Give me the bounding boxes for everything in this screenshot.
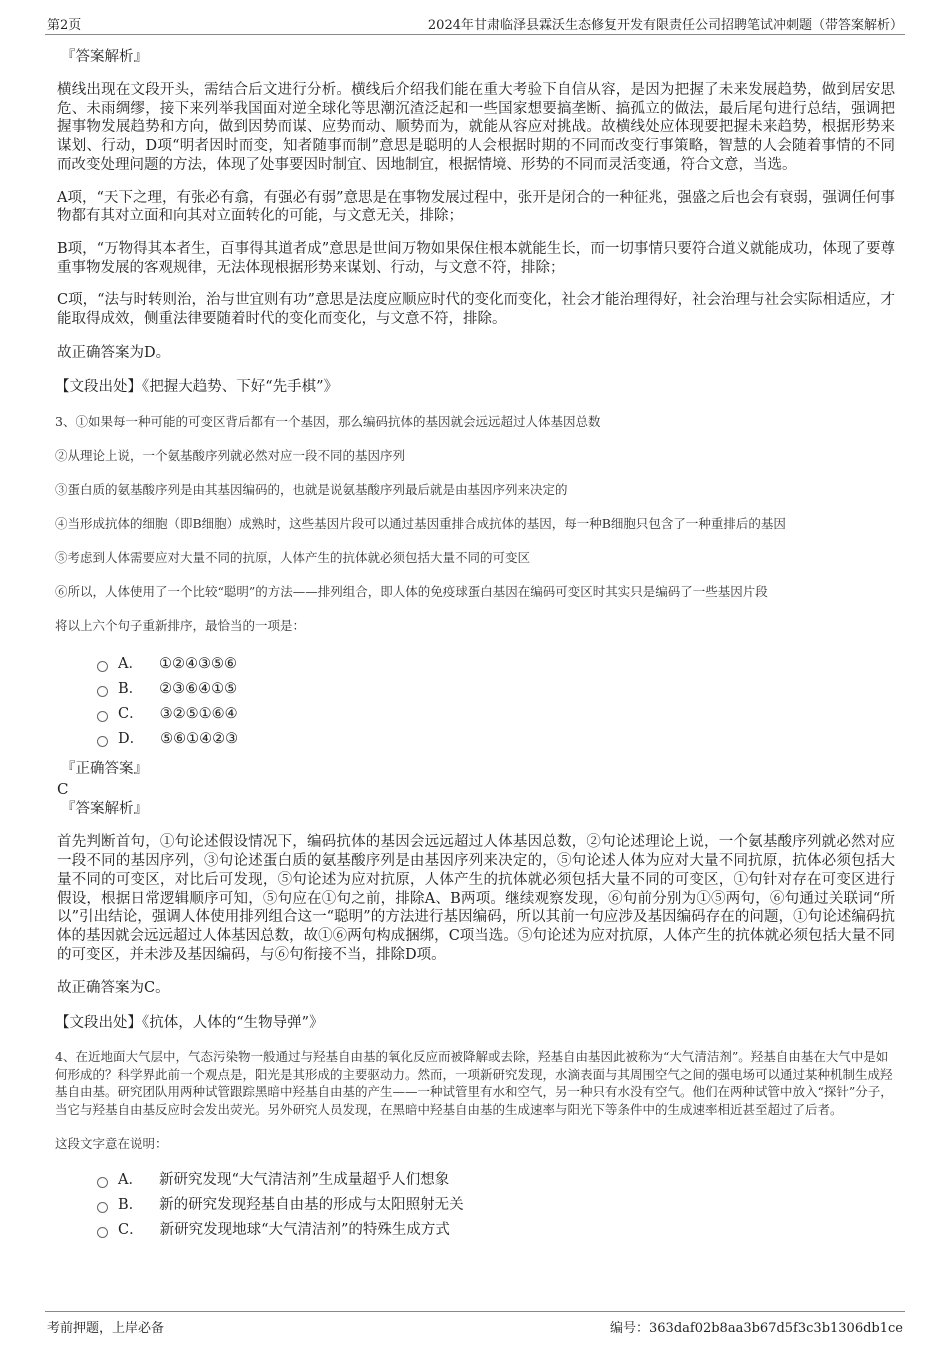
q3-options (97, 652, 895, 752)
document-title: 2024年甘肃临泽县霖沃生态修复开发有限责任公司招聘笔试冲刺题（带答案解析） (427, 18, 903, 33)
option-letter: C． (118, 706, 144, 723)
option-text: 新的研究发现羟基自由基的形成与太阳照射无关 (159, 1197, 464, 1214)
q4-passage: 4、在近地面大气层中，气态污染物一般通过与羟基自由基的氧化反应而被降解或去除，羟基自由基因此被称为“大气清洁剂”。羟基自由基在大气中是如何形成的？科学界此前一个观点是，阳光是其形成的主要驱动力。然而，一项新研究发现，水滴表面与其周围空气之间的强电场可以通过某种机制生成羟基自由基。研究团队用两种试管跟踪黑暗中羟基自由基的产生——一种试管里有水和空气，另一种只有水没有空气。他们在两种试管中放入“探针”分子，当它与羟基自由基反应时会发出荧光。另外研究人员发现，在黑暗中羟基自由基的生成速率与阳光下等条件中的生成速率相近甚至超过了后者。 (55, 1049, 893, 1117)
q4-option-b[interactable] (97, 1193, 895, 1218)
option-letter: C． (118, 1222, 144, 1239)
option-letter: B． (118, 681, 144, 698)
radio-icon[interactable] (97, 736, 108, 747)
document-code: 编号：363daf02b8aa3b67d5f3c3b1306db1ce (610, 1321, 903, 1336)
q3-option-b[interactable] (97, 677, 895, 702)
q3-option-a[interactable] (97, 652, 895, 677)
radio-icon[interactable] (97, 1202, 108, 1213)
option-letter: D． (118, 731, 145, 748)
footer-motto: 考前押题，上岸必备 (47, 1321, 165, 1336)
option-text: ②③⑥④①⑤ (159, 681, 238, 698)
q2-analysis-paragraph: A项，“天下之理，有张必有翕，有强必有弱”意思是在事物发展过程中，张开是闭合的一种征兆，强盛之后也会有衰弱，强调任何事物都有其对立面和向其对立面转化的可能，与文意无关，排除； (57, 189, 895, 225)
q4-option-c[interactable] (97, 1218, 895, 1243)
page-content (55, 40, 895, 1243)
page-footer (45, 1311, 905, 1336)
option-letter: A． (118, 656, 143, 673)
q3-option-c[interactable] (97, 702, 895, 727)
option-text: 新研究发现“大气清洁剂”生成量超乎人们想象 (158, 1172, 450, 1189)
q2-analysis-paragraph: C项，“法与时转则治，治与世宜则有功”意思是法度应顺应时代的变化而变化，社会才能治理得好，社会治理与社会实际相适应，才能取得成效，侧重法律要随着时代的变化而变化，与文意不符，排除。 (57, 292, 895, 328)
option-text: ③②⑤①⑥④ (159, 706, 238, 723)
q4-prompt: 这段文字意在说明： (55, 1136, 168, 1152)
q3-sentence: ③蛋白质的氨基酸序列是由其基因编码的，也就是说氨基酸序列最后就是由基因序列来决定的 (55, 482, 568, 498)
q4-options (97, 1168, 895, 1243)
q4-option-a[interactable] (97, 1168, 895, 1193)
q2-analysis-paragraph: 横线出现在文段开头，需结合后文进行分析。横线后介绍我们能在重大考验下自信从容，是因为把握了未来发展趋势，做到居安思危、未雨绸缪，接下来列举我国面对逆全球化等思潮沉渣泛起和一些国家想要搞垄断、搞孤立的做法，最后尾句进行总结，强调把握事物发展趋势和方向，做到因势而谋、应势而动、顺势而为，就能从容应对挑战。故横线处应体现要把握未来趋势，根据形势来谋划、行动，D项“明者因时而变，知者随事而制”意思是聪明的人会根据时期的不同而改变行事策略，智慧的人会随着事情的不同而改变处理问题的方法，体现了处事要因时制宜、因地制宜，根据情境、形势的不同而灵活变通，符合文意，当选。 (57, 82, 895, 173)
radio-icon[interactable] (97, 1227, 108, 1238)
q2-conclusion: 故正确答案为D。 (57, 344, 171, 361)
option-text: ⑤⑥①④②③ (160, 731, 239, 748)
option-text: ①②④③⑤⑥ (158, 656, 237, 673)
radio-icon[interactable] (97, 1177, 108, 1188)
q3-analysis-paragraph: 首先判断首句，①句论述假设情况下，编码抗体的基因会远远超过人体基因总数，②句论述理论上说，一个氨基酸序列就必然对应一段不同的基因序列，③句论述蛋白质的氨基酸序列是由基因序列来决定的，⑤句论述人体为应对大量不同抗原，抗体必须包括大量不同的可变区，对比后可发现，⑤句论述为应对抗原，人体产生的抗体就必须包括大量不同的可变区，①句针对存在可变区进行假设，根据日常逻辑顺序可知，⑤句应在①句之前，排除A、B两项。继续观察发现，⑥句前分别为①⑤两句，⑥句通过关联词“所以”引出结论，强调人体使用排列组合这一“聪明”的方法进行基因编码，所以其前一句应涉及基因编码存在的问题，①句论述编码抗体的基因就会远远超过人体基因总数，故①⑥两句构成捆绑，C项当选。⑤句论述为应对抗原，人体产生的抗体就必须包括大量不同的可变区，并未涉及基因编码，与⑥句衔接不当，排除D项。 (57, 834, 895, 963)
q3-option-d[interactable] (97, 727, 895, 752)
q3-sentence: ⑥所以，人体使用了一个比较“聪明”的方法——排列组合，即人体的免疫球蛋白基因在编码可变区时其实只是编码了一些基因片段 (55, 584, 768, 600)
page-number: 第2页 (47, 18, 82, 33)
radio-icon[interactable] (97, 686, 108, 697)
q3-sentence: ⑤考虑到人体需要应对大量不同的抗原，人体产生的抗体就必须包括大量不同的可变区 (55, 550, 531, 566)
q3-analysis-label: 『答案解析』 (61, 801, 148, 818)
q2-source: 【文段出处】《把握大趋势、下好“先手棋”》 (55, 379, 339, 396)
q3-answer-label: 『正确答案』 (61, 761, 148, 778)
q3-sentence: ④当形成抗体的细胞（即B细胞）成熟时，这些基因片段可以通过基因重排合成抗体的基因，每一种B细胞只包含了一种重排后的基因 (55, 516, 786, 532)
q2-analysis-paragraph: B项，“万物得其本者生，百事得其道者成”意思是世间万物如果保住根本就能生长，而一切事情只要符合道义就能成功，体现了要尊重事物发展的客观规律，无法体现根据形势来谋划、行动，与文意不符，排除； (57, 240, 895, 276)
q2-analysis-label: 『答案解析』 (61, 49, 148, 65)
radio-icon[interactable] (97, 661, 108, 672)
option-text: 新研究发现地球“大气清洁剂”的特殊生成方式 (159, 1222, 450, 1239)
radio-icon[interactable] (97, 711, 108, 722)
q3-answer: C (57, 780, 69, 799)
q3-conclusion: 故正确答案为C。 (57, 980, 170, 997)
option-letter: B． (118, 1197, 144, 1214)
q3-source: 【文段出处】《抗体，人体的“生物导弹”》 (55, 1015, 324, 1032)
q3-prompt: 将以上六个句子重新排序，最恰当的一项是： (55, 618, 306, 634)
q3-sentence: ②从理论上说，一个氨基酸序列就必然对应一段不同的基因序列 (55, 448, 406, 464)
page-header (45, 10, 905, 35)
q3-sentence: 3、①如果每一种可能的可变区背后都有一个基因，那么编码抗体的基因就会远远超过人体基因总数 (55, 414, 601, 430)
option-letter: A． (118, 1172, 143, 1189)
